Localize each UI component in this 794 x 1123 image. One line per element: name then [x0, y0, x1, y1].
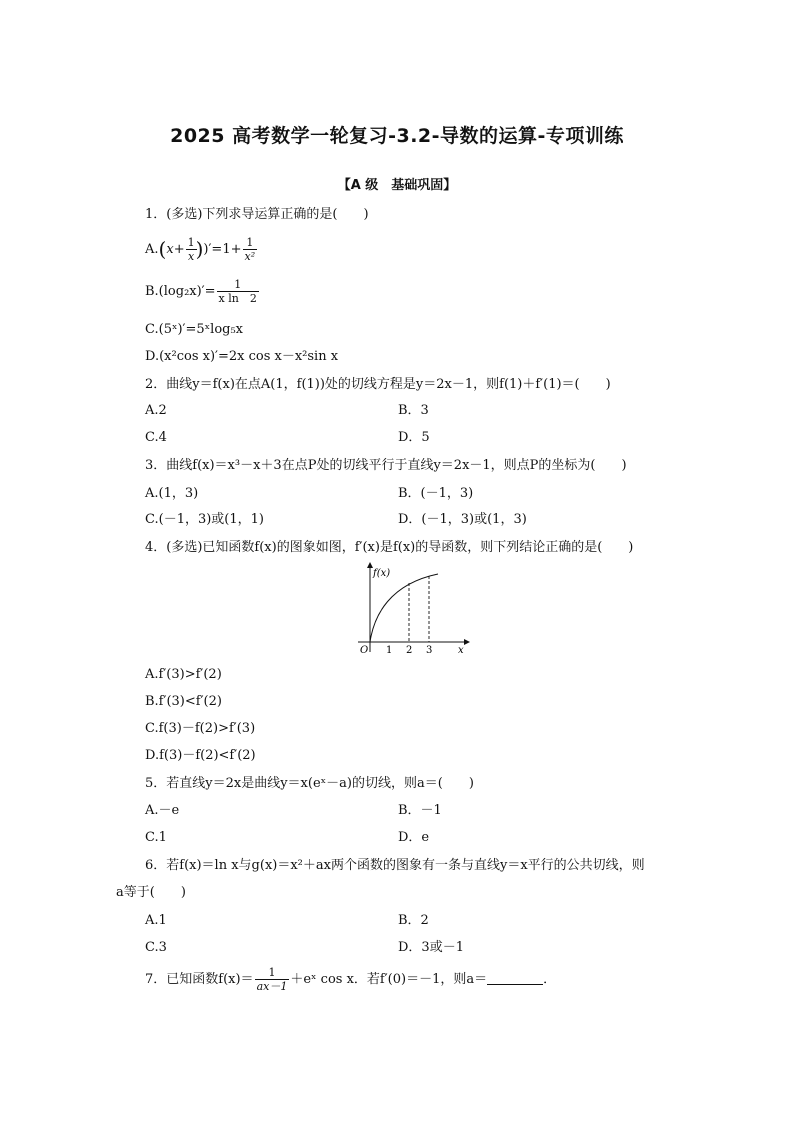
q4-option-d: D.f(3)－f(2)<f′(2)	[145, 748, 256, 763]
origin-label: O	[360, 645, 369, 655]
q3-option-b: B．(－1，3)	[398, 486, 474, 501]
q4-option-a: A.f′(3)>f′(2)	[145, 667, 222, 682]
curve	[370, 574, 438, 642]
q3-stem: 3．曲线f(x)＝x³－x＋3在点P处的切线平行于直线y＝2x－1，则点P的坐标为( )	[145, 458, 627, 473]
q1-a-x: x	[166, 242, 174, 257]
q1-stem: 1．(多选)下列求导运算正确的是( )	[145, 207, 369, 222]
x-axis-arrow	[464, 639, 470, 645]
q7-prefix: 7．已知函数f(x)＝	[145, 972, 254, 987]
q5-option-d: D．e	[398, 830, 430, 845]
q5-option-c: C.1	[145, 830, 167, 845]
q1-a-prefix: A.	[145, 242, 159, 257]
q1-option-c: C.(5ˣ)′=5ˣlog₅x	[145, 322, 244, 337]
q6-option-b: B．2	[398, 913, 429, 928]
q6-stem-cont: a等于( )	[116, 885, 186, 900]
q1-a-fraction: $\frac{1}{x}$	[187, 236, 195, 263]
tick-label-1: 1	[386, 645, 393, 655]
q1-a-mid: )′=1+	[203, 242, 242, 257]
x-axis-label: x	[458, 645, 464, 655]
q4-stem: 4．(多选)已知函数f(x)的图象如图，f′(x)是f(x)的导函数，则下列结论正确的是( )	[145, 540, 634, 555]
q6-option-d: D．3或－1	[398, 940, 464, 955]
q4-function-graph	[350, 560, 470, 655]
q1-a-fraction2: $\frac{1}{\text{x²}}$	[244, 236, 256, 263]
q1-b-fraction: $\frac{1}{\text{x ln 2}}$	[218, 278, 257, 305]
q4-option-c: C.f(3)－f(2)>f′(3)	[145, 721, 256, 736]
q7-stem	[145, 966, 556, 993]
q4-option-b: B.f′(3)<f′(2)	[145, 694, 222, 709]
q7-answer-blank[interactable]	[487, 972, 543, 985]
q2-option-a: A.2	[145, 403, 167, 418]
q1-b-prefix: B.(log₂x)′=	[145, 284, 216, 299]
tick-label-2: 2	[406, 645, 413, 655]
q6-stem: 6．若f(x)＝ln x与g(x)＝x²＋ax两个函数的图象有一条与直线y＝x平行的公共切线，则	[145, 858, 645, 873]
q3-option-c: C.(－1，3)或(1，1)	[145, 512, 264, 527]
tick-label-3: 3	[426, 645, 433, 655]
q2-option-c: C.4	[145, 430, 167, 445]
q1-a-plus: +	[173, 242, 185, 257]
q5-stem: 5．若直线y＝2x是曲线y＝x(eˣ－a)的切线，则a＝( )	[145, 776, 474, 791]
q6-option-a: A.1	[145, 913, 167, 928]
q1-option-d: D.(x²cos x)′=2x cos x－x²sin x	[145, 349, 339, 364]
y-axis-label: f(x)	[373, 568, 391, 579]
q7-fraction: $\frac{1}{ax-1}$	[256, 966, 288, 993]
q5-option-b: B．－1	[398, 803, 442, 818]
section-heading: 【A 级 基础巩固】	[337, 178, 457, 193]
q5-option-a: A.－e	[145, 803, 180, 818]
q1-option-a: A.(x+ $\frac{1}{x}$ ))′=1+ $\frac{1}{\text{x²}}$	[145, 236, 256, 263]
q3-option-d: D．(－1，3)或(1，3)	[398, 512, 527, 527]
page-title: 2025 高考数学一轮复习-3.2-导数的运算-专项训练	[170, 125, 624, 147]
q7-suffix: ＋eˣ cos x．若f′(0)＝－1，则a＝	[290, 972, 488, 987]
q6-option-c: C.3	[145, 940, 167, 955]
q2-stem: 2．曲线y＝f(x)在点A(1，f(1))处的切线方程是y＝2x－1，则f(1)＋f′(1)＝( )	[145, 377, 611, 392]
q1-option-b	[145, 278, 260, 305]
q7-end: ．	[543, 972, 557, 987]
q2-option-b: B．3	[398, 403, 429, 418]
q2-option-d: D．5	[398, 430, 430, 445]
q3-option-a: A.(1，3)	[145, 486, 199, 501]
